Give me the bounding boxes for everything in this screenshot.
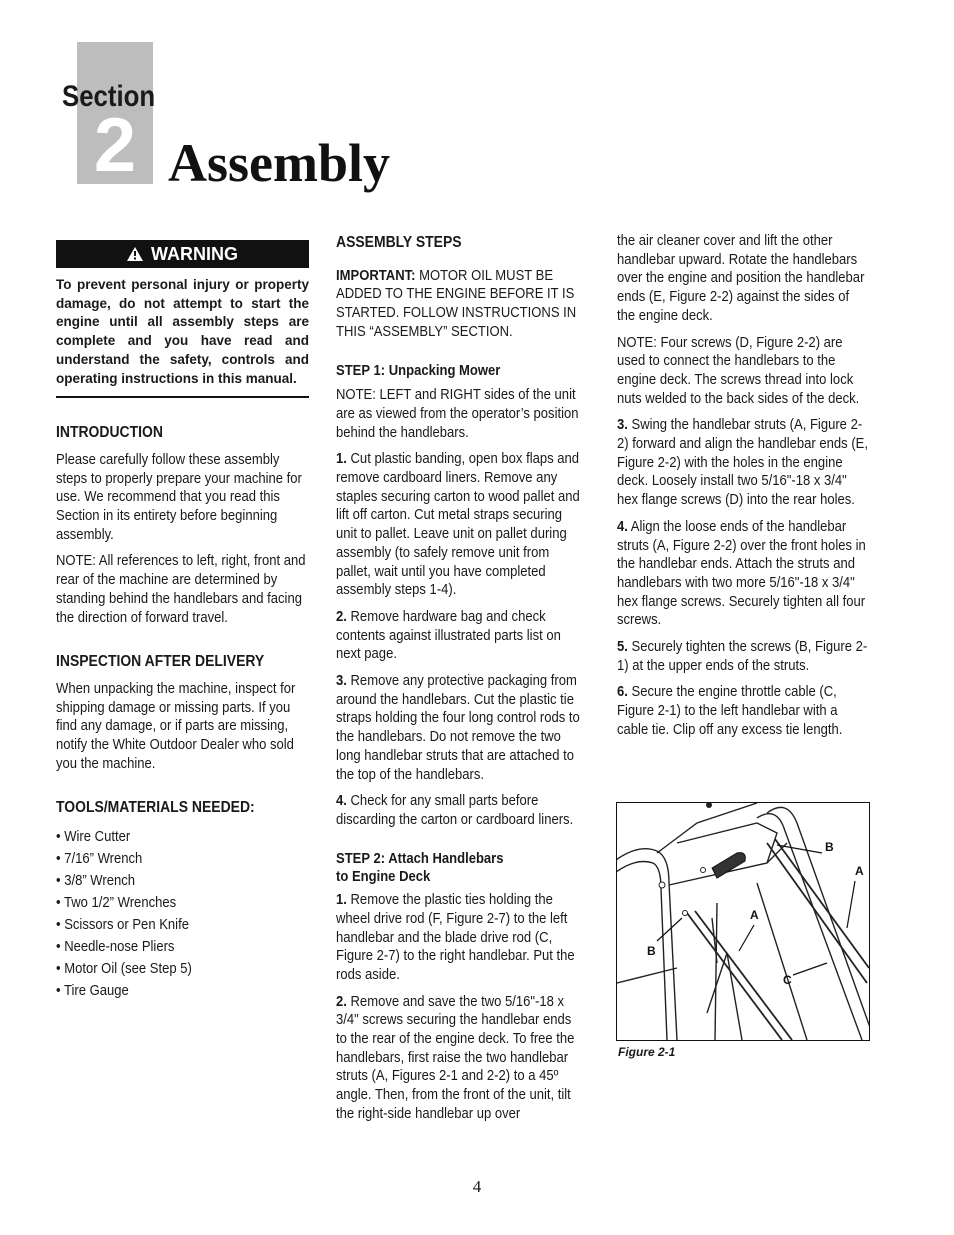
list-item: • Wire Cutter xyxy=(56,829,131,846)
step2-item-4: 4. Align the loose ends of the handlebar struts (A, Figure 2-2) over the front holes in the handlebar ends. Attach the struts and handlebars with two more 5/16"-18 x 3/4" hex flange screws. Securely tighten all four screws. xyxy=(617,518,866,629)
label-b-lower: B xyxy=(647,944,656,958)
column-middle xyxy=(336,232,586,1132)
important-text: MOTOR OIL MUST BE ADDED TO THE ENGINE BEFORE IT IS STARTED. FOLLOW INSTRUCTIONS IN THIS “ASSEMBLY” SECTION. xyxy=(336,267,577,340)
step2-item-1: 1. Remove the plastic ties holding the wheel drive rod (F, Figure 2-7) to the left handlebar and the blade drive rod (C, Figure 2-7) to the right handlebar. Put the rods aside. xyxy=(336,892,575,983)
step1-item-4: 4. Check for any small parts before discarding the carton or cardboard liners. xyxy=(336,793,574,828)
step1-item-1: 1. Cut plastic banding, open box flaps and remove cardboard liners. Remove any staples securing carton to wood pallet and lift off carton. Cut metal straps securing unit to pallet. Leave unit on pallet during assembly (to safely remove unit from pallet, wait until you have completed assembly steps 1-4). xyxy=(336,451,580,599)
list-item: • Needle-nose Pliers xyxy=(56,939,175,956)
step1-item-3: 3. Remove any protective packaging from around the handlebars. Cut the plastic tie straps holding the four long control rods to the handlebars. Do not remove the two long handlebar struts that are attached to the top of the handlebars. xyxy=(336,673,580,783)
step2-item-3: 3. Swing the handlebar struts (A, Figure 2-2) forward and align the handlebar ends (E, Figure 2-2) with the holes in the engine deck. Loosely install two 5/16"-18 x 3/4" hex flange screws (D) into the rear holes. xyxy=(617,417,869,509)
list-item: • Motor Oil (see Step 5) xyxy=(56,961,192,978)
assembly-steps-heading: ASSEMBLY STEPS xyxy=(336,234,462,251)
column-left xyxy=(56,232,309,1002)
figure-caption: Figure 2-1 xyxy=(618,1045,676,1059)
step2-item-6: 6. Secure the engine throttle cable (C, Figure 2-1) to the left handlebar with a cable tie. Clip off any excess tie length. xyxy=(617,684,843,738)
step1-note: NOTE: LEFT and RIGHT sides of the unit are as viewed from the operator’s position behind the handlebars. xyxy=(336,387,579,441)
warning-triangle-icon xyxy=(127,247,143,261)
introduction-note: NOTE: All references to left, right, front and rear of the machine are determined by standing behind the handlebars and facing the direction of forward travel. xyxy=(56,553,306,626)
page-title: Assembly xyxy=(168,133,391,193)
list-item: • Tire Gauge xyxy=(56,983,129,1000)
step2-item-5: 5. Securely tighten the screws (B, Figure 2-1) at the upper ends of the struts. xyxy=(617,639,868,674)
list-item: • Scissors or Pen Knife xyxy=(56,917,189,934)
warning-text: To prevent personal injury or property damage, do not attempt to start the engine until all assembly steps are complete and you have read and understand the safety, controls and operating instructions in this manual. xyxy=(56,276,309,398)
inspection-heading: INSPECTION AFTER DELIVERY xyxy=(56,653,265,671)
tools-list xyxy=(56,826,309,1002)
section-number: 2 xyxy=(93,103,137,188)
step2-item-2: 2. Remove and save the two 5/16"-18 x 3/4" screws securing the handlebar ends to the rear of the engine deck. To free the handlebars, first raise the two handlebar struts (A, Figures 2-1 and 2-2) to a 45º angle. Then, from the front of the unit, tilt the right-side handlebar up over xyxy=(336,993,575,1122)
page-number: 4 xyxy=(472,1177,482,1196)
introduction-heading: INTRODUCTION xyxy=(56,424,163,442)
label-b-upper: B xyxy=(825,840,834,854)
introduction-paragraph: Please carefully follow these assembly steps to properly prepare your machine for use. We recommend that you read this Section in its entirety before beginning assembly. xyxy=(56,451,302,543)
step2-continuation: the air cleaner cover and lift the other handlebar upward. Rotate the handlebars over the engine and position the handlebar ends (E, Figure 2-2) against the sides of the engine deck. xyxy=(617,233,865,324)
handlebar-illustration xyxy=(617,803,869,1040)
screws-note: NOTE: Four screws (D, Figure 2-2) are used to connect the handlebars to the engine deck. The screws thread into lock nuts welded to the back sides of the deck. xyxy=(617,334,860,407)
list-item: • 7/16” Wrench xyxy=(56,851,143,868)
label-c: C xyxy=(783,973,792,987)
tools-heading: TOOLS/MATERIALS NEEDED: xyxy=(56,799,255,817)
step2-heading: STEP 2: Attach Handlebars to Engine Deck xyxy=(336,850,504,886)
section-label: Section xyxy=(62,80,156,113)
column-right xyxy=(617,232,869,748)
warning-label: WARNING xyxy=(151,243,238,264)
list-item: • 3/8” Wrench xyxy=(56,873,136,890)
list-item: • Two 1/2” Wrenches xyxy=(56,895,177,912)
warning-banner xyxy=(56,240,309,268)
label-a-right: A xyxy=(855,864,864,878)
important-label: IMPORTANT: xyxy=(336,267,416,284)
figure-2-1 xyxy=(616,802,870,1041)
inspection-paragraph: When unpacking the machine, inspect for shipping damage or missing parts. If you find any damage, or if parts are missing, notify the White Outdoor Dealer who sold you the machine. xyxy=(56,680,296,772)
label-a-middle: A xyxy=(750,908,759,922)
step1-heading: STEP 1: Unpacking Mower xyxy=(336,362,501,379)
step1-item-2: 2. Remove hardware bag and check contents against illustrated parts list on next page. xyxy=(336,608,561,663)
